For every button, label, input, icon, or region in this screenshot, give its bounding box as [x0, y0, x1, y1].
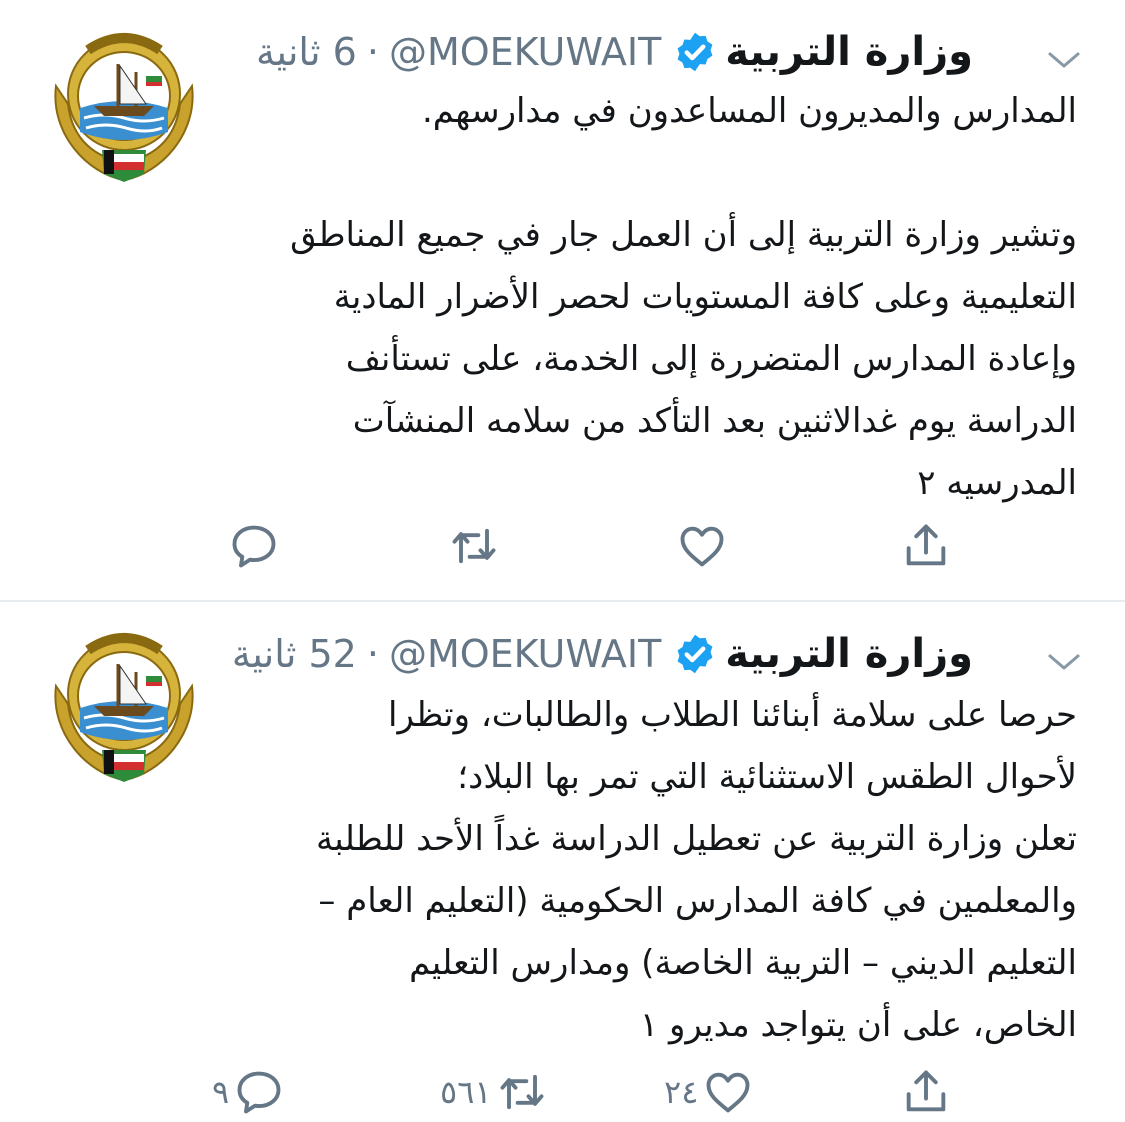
retweet-count: ٥٦١: [440, 1073, 492, 1111]
share-button[interactable]: [900, 1062, 952, 1122]
share-icon: [900, 1066, 952, 1118]
tweet-header: [256, 22, 973, 82]
tweet[interactable]: [0, 602, 1125, 1111]
verified-badge-icon: [673, 632, 717, 676]
tweet-line: حرصا على سلامة أبنائنا الطلاب والطالبات، وتظرا: [388, 695, 1077, 735]
separator-dot: ·: [366, 632, 379, 676]
tweet-actions: [0, 1062, 1125, 1122]
share-icon: [900, 520, 952, 572]
display-name[interactable]: وزارة التربية: [725, 29, 973, 75]
tweet-text: [197, 80, 1077, 514]
retweet-button[interactable]: [448, 516, 504, 576]
tweet-line: الخاص، على أن يتواجد مديرو ١: [639, 1005, 1077, 1045]
ministry-emblem-avatar[interactable]: [48, 24, 200, 184]
reply-count: ٩: [212, 1073, 230, 1111]
retweet-button[interactable]: [440, 1062, 548, 1122]
display-name[interactable]: وزارة التربية: [725, 631, 973, 677]
tweet-line: وإعادة المدارس المتضررة إلى الخدمة، على تستأنف: [345, 339, 1077, 379]
timestamp[interactable]: 52 ثانية: [231, 632, 357, 676]
tweet-actions: [0, 516, 1125, 576]
tweet-text: [197, 684, 1077, 1056]
user-handle[interactable]: @MOEKUWAIT: [388, 632, 662, 676]
tweet-line: والمعلمين في كافة المدارس الحكومية (التعليم العام –: [318, 881, 1077, 921]
tweet-line: وتشير وزارة التربية إلى أن العمل جار في جميع المناطق: [290, 215, 1077, 255]
retweet-icon: [496, 1066, 548, 1118]
reply-icon: [228, 520, 280, 572]
like-count: ٢٤: [664, 1073, 699, 1111]
reply-icon: [233, 1066, 285, 1118]
separator-dot: ·: [366, 30, 379, 74]
reply-button[interactable]: [212, 1062, 285, 1122]
timestamp[interactable]: 6 ثانية: [256, 30, 357, 74]
tweet-line: المدرسيه ٢: [917, 463, 1077, 503]
tweet-line: الدراسة يوم غدالاثنين بعد التأكد من سلامه المنشآت: [352, 401, 1077, 441]
verified-badge-icon: [673, 30, 717, 74]
heart-icon: [702, 1066, 754, 1118]
user-handle[interactable]: @MOEKUWAIT: [388, 30, 662, 74]
like-button[interactable]: [664, 1062, 754, 1122]
retweet-icon: [448, 520, 500, 572]
chevron-down-icon[interactable]: [1044, 48, 1084, 72]
share-button[interactable]: [900, 516, 952, 576]
paragraph-gap: [197, 142, 1077, 204]
reply-button[interactable]: [228, 516, 284, 576]
tweet-header: [232, 624, 973, 684]
chevron-down-icon[interactable]: [1044, 650, 1084, 674]
tweet-line: تعلن وزارة التربية عن تعطيل الدراسة غداً الأحد للطلبة: [316, 819, 1077, 859]
tweet-line: التعليمية وعلى كافة المستويات لحصر الأضرار المادية: [333, 277, 1077, 317]
tweet-line: لأحوال الطقس الاستثنائية التي تمر بها البلاد؛: [457, 757, 1077, 797]
like-button[interactable]: [676, 516, 732, 576]
tweet-line: المدارس والمديرون المساعدون في مدارسهم.: [421, 91, 1077, 131]
ministry-emblem-avatar[interactable]: [48, 624, 200, 784]
tweet-line: التعليم الديني – التربية الخاصة) ومدارس التعليم: [409, 943, 1077, 983]
heart-icon: [676, 520, 728, 572]
